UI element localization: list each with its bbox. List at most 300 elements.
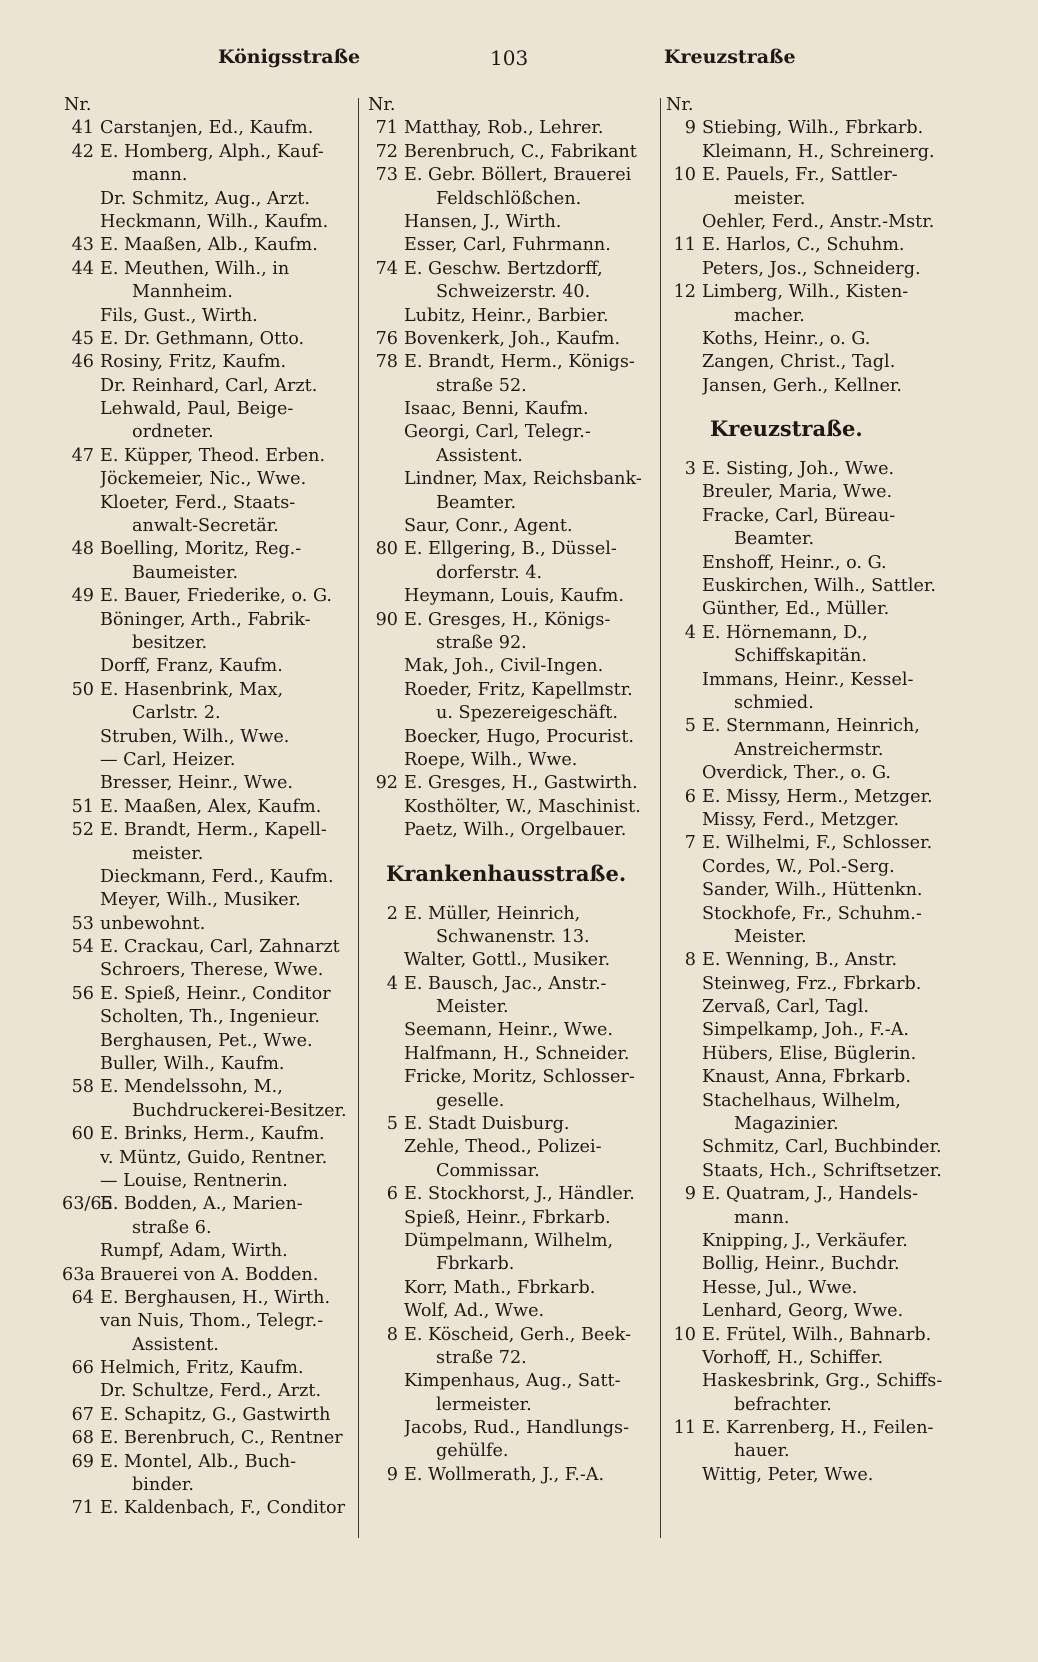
house-number: 64 bbox=[71, 1287, 94, 1308]
directory-entry-line bbox=[664, 1207, 964, 1230]
directory-entry-line bbox=[62, 796, 354, 819]
entry-text: Meister. bbox=[436, 997, 509, 1018]
entry-text: E. Ellgering, B., Düssel- bbox=[404, 539, 617, 560]
directory-entry-line bbox=[664, 669, 964, 692]
directory-entry-line bbox=[62, 117, 354, 140]
entry-text: Boecker, Hugo, Procurist. bbox=[404, 726, 634, 747]
house-number bbox=[664, 1370, 702, 1393]
entry-text: Scholten, Th., Ingenieur. bbox=[100, 1007, 321, 1028]
entry-text: E. Schapitz, G., Gastwirth bbox=[100, 1404, 331, 1425]
directory-entry-line bbox=[62, 1147, 354, 1170]
entry-text: Wolf, Ad., Wwe. bbox=[404, 1301, 545, 1322]
house-number bbox=[62, 305, 100, 328]
house-number bbox=[366, 655, 404, 678]
entry-text: E. Wilhelmi, F., Schlosser. bbox=[702, 833, 933, 854]
house-number: 51 bbox=[71, 796, 94, 817]
house-number bbox=[664, 809, 702, 832]
directory-entry-line bbox=[62, 328, 354, 351]
entry-text: Schwanenstr. 13. bbox=[436, 926, 590, 947]
directory-entry-line bbox=[664, 1160, 964, 1183]
directory-entry-line bbox=[366, 749, 658, 772]
house-number: 48 bbox=[71, 539, 94, 560]
house-number bbox=[664, 1347, 702, 1370]
entry-text: Bollig, Heinr., Buchdr. bbox=[702, 1254, 900, 1275]
house-number bbox=[62, 562, 100, 585]
house-number bbox=[62, 632, 100, 655]
house-number bbox=[366, 585, 404, 608]
entry-text: Koths, Heinr., o. G. bbox=[702, 328, 871, 349]
house-number bbox=[664, 1300, 702, 1323]
directory-entry-line bbox=[664, 305, 964, 328]
house-number bbox=[366, 796, 404, 819]
directory-entry-line bbox=[366, 1113, 658, 1136]
house-number bbox=[366, 1253, 404, 1276]
house-number bbox=[366, 492, 404, 515]
directory-entry-line bbox=[366, 1440, 658, 1463]
directory-entry-line bbox=[62, 258, 354, 281]
directory-entry-line bbox=[664, 234, 964, 257]
house-number bbox=[366, 445, 404, 468]
house-number bbox=[62, 468, 100, 491]
entry-text: straße 6. bbox=[132, 1217, 212, 1238]
entry-text: unbewohnt. bbox=[100, 913, 206, 934]
house-number: 11 bbox=[673, 235, 696, 256]
entry-text: E. Crackau, Carl, Zahnarzt bbox=[100, 937, 340, 958]
directory-entry-line bbox=[62, 421, 354, 444]
entry-text: befrachter. bbox=[734, 1394, 832, 1415]
directory-entry-line bbox=[664, 281, 964, 304]
entry-text: E. Gebr. Böllert, Brauerei bbox=[404, 165, 632, 186]
directory-entry-line bbox=[366, 117, 658, 140]
entry-text: E. Spieß, Heinr., Conditor bbox=[100, 983, 331, 1004]
house-number bbox=[664, 692, 702, 715]
section-title-kreuzstrasse: Kreuzstraße. bbox=[710, 416, 863, 442]
directory-entry-line bbox=[62, 632, 354, 655]
house-number bbox=[62, 1100, 100, 1123]
entry-text: E. Brandt, Herm., Königs- bbox=[404, 352, 635, 373]
entry-text: Kosthölter, W., Maschinist. bbox=[404, 796, 641, 817]
directory-entry-line bbox=[366, 1160, 658, 1183]
entry-text: Heymann, Louis, Kaufm. bbox=[404, 586, 624, 607]
entry-text: Overdick, Ther., o. G. bbox=[702, 763, 891, 784]
house-number bbox=[664, 996, 702, 1019]
entry-text: besitzer. bbox=[132, 632, 208, 653]
house-number bbox=[62, 375, 100, 398]
house-number: 78 bbox=[375, 352, 398, 373]
entry-text: Carlstr. 2. bbox=[132, 703, 221, 724]
entry-text: Dümpelmann, Wilhelm, bbox=[404, 1230, 614, 1251]
house-number bbox=[62, 772, 100, 795]
entry-text: E. Berenbruch, C., Rentner bbox=[100, 1428, 343, 1449]
entry-text: E. Müller, Heinrich, bbox=[404, 903, 581, 924]
house-number bbox=[664, 351, 702, 374]
entry-text: Helmich, Fritz, Kaufm. bbox=[100, 1358, 304, 1379]
house-number: 44 bbox=[71, 258, 94, 279]
entry-text: E. Brandt, Herm., Kapell- bbox=[100, 820, 327, 841]
directory-entry-line bbox=[366, 468, 658, 491]
directory-entry-line bbox=[664, 528, 964, 551]
entry-text: Dr. Schultze, Ferd., Arzt. bbox=[100, 1381, 322, 1402]
directory-entry-line bbox=[664, 1324, 964, 1347]
house-number: 3 bbox=[684, 459, 696, 480]
directory-entry-line bbox=[62, 679, 354, 702]
entry-text: E. Gresges, H., Gastwirth. bbox=[404, 773, 638, 794]
column-middle bbox=[366, 94, 658, 1487]
directory-entry-line bbox=[664, 1394, 964, 1417]
house-number: 45 bbox=[71, 328, 94, 349]
entry-text: Fils, Gust., Wirth. bbox=[100, 305, 258, 326]
directory-entry-line bbox=[62, 1030, 354, 1053]
house-number: 69 bbox=[71, 1451, 94, 1472]
house-number bbox=[664, 1253, 702, 1276]
entry-text: Walter, Gottl., Musiker. bbox=[404, 950, 611, 971]
directory-entry-line bbox=[664, 739, 964, 762]
house-number bbox=[664, 211, 702, 234]
house-number: 60 bbox=[71, 1124, 94, 1145]
entry-text: lermeister. bbox=[436, 1394, 532, 1415]
entry-text: E. Meuthen, Wilh., in bbox=[100, 258, 290, 279]
entry-text: E. Köscheid, Gerh., Beek- bbox=[404, 1324, 632, 1345]
house-number bbox=[62, 1147, 100, 1170]
directory-entry-line bbox=[366, 164, 658, 187]
entry-text: Fracke, Carl, Büreau- bbox=[702, 505, 896, 526]
directory-entry-line bbox=[664, 164, 964, 187]
house-number: 5 bbox=[386, 1114, 398, 1135]
directory-entry-line bbox=[62, 211, 354, 234]
house-number bbox=[664, 645, 702, 668]
house-number: 12 bbox=[673, 282, 696, 303]
house-number: 54 bbox=[71, 937, 94, 958]
entry-text: Enshoff, Heinr., o. G. bbox=[702, 552, 887, 573]
directory-entry-line bbox=[366, 1066, 658, 1089]
house-number bbox=[62, 1380, 100, 1403]
directory-entry-line bbox=[62, 1217, 354, 1240]
house-number bbox=[366, 1043, 404, 1066]
directory-entry-line bbox=[664, 328, 964, 351]
house-number: 6 bbox=[386, 1184, 398, 1205]
directory-entry-line bbox=[62, 1310, 354, 1333]
entry-text: E. Geschw. Bertzdorff, bbox=[404, 258, 603, 279]
house-number bbox=[366, 1207, 404, 1230]
entry-text: Zehle, Theod., Polizei- bbox=[404, 1137, 602, 1158]
entry-text: E. Wenning, B., Anstr. bbox=[702, 950, 898, 971]
directory-entry-line bbox=[62, 1334, 354, 1357]
directory-entry-line bbox=[366, 492, 658, 515]
directory-entry-line bbox=[664, 1019, 964, 1042]
directory-entry-line bbox=[366, 1464, 658, 1487]
entry-text: Beamter. bbox=[734, 529, 815, 550]
house-number: 73 bbox=[375, 165, 398, 186]
entry-text: Meister. bbox=[734, 926, 807, 947]
entry-text: Roeder, Fritz, Kapellmstr. bbox=[404, 679, 633, 700]
entry-text: E. Berghausen, H., Wirth. bbox=[100, 1287, 331, 1308]
house-number: 9 bbox=[684, 1184, 696, 1205]
directory-entry-line bbox=[62, 749, 354, 772]
directory-entry-line bbox=[62, 515, 354, 538]
directory-entry-line bbox=[62, 1497, 354, 1520]
house-number: 9 bbox=[386, 1464, 398, 1485]
house-number bbox=[366, 305, 404, 328]
house-number bbox=[62, 726, 100, 749]
entry-text: E. Maaßen, Alb., Kaufm. bbox=[100, 235, 318, 256]
directory-entry-line bbox=[62, 585, 354, 608]
entry-text: Staats, Hch., Schriftsetzer. bbox=[702, 1160, 942, 1181]
house-number bbox=[664, 258, 702, 281]
section-title-krankenhausstrasse: Krankenhausstraße. bbox=[386, 860, 627, 886]
directory-entry-line bbox=[664, 879, 964, 902]
house-number bbox=[62, 889, 100, 912]
entry-text: Vorhoff, H., Schiffer. bbox=[702, 1347, 884, 1368]
house-number: 52 bbox=[71, 820, 94, 841]
entry-text: E. Sisting, Joh., Wwe. bbox=[702, 459, 895, 480]
directory-entry-line bbox=[664, 505, 964, 528]
entry-text: Mak, Joh., Civil-Ingen. bbox=[404, 656, 604, 677]
entry-text: Kimpenhaus, Aug., Satt- bbox=[404, 1371, 621, 1392]
entry-text: van Nuis, Thom., Telegr.- bbox=[100, 1311, 324, 1332]
house-number bbox=[664, 973, 702, 996]
directory-entry-line bbox=[366, 1394, 658, 1417]
directory-entry-line bbox=[366, 1324, 658, 1347]
directory-entry-line bbox=[664, 552, 964, 575]
house-number: 10 bbox=[673, 1324, 696, 1345]
directory-entry-line bbox=[366, 973, 658, 996]
directory-entry-line bbox=[664, 1113, 964, 1136]
entry-text: E. Kaldenbach, F., Conditor bbox=[100, 1498, 346, 1519]
directory-entry-line bbox=[664, 1253, 964, 1276]
entry-text: E. Karrenberg, H., Feilen- bbox=[702, 1418, 934, 1439]
directory-entry-line bbox=[664, 598, 964, 621]
column-header bbox=[62, 94, 354, 117]
house-number bbox=[62, 866, 100, 889]
directory-entry-line bbox=[366, 421, 658, 444]
directory-entry-line bbox=[62, 1357, 354, 1380]
directory-entry-line bbox=[366, 726, 658, 749]
house-number bbox=[664, 598, 702, 621]
directory-entry-line bbox=[366, 949, 658, 972]
entry-text: Paetz, Wilh., Orgelbauer. bbox=[404, 820, 627, 841]
entry-text: Hansen, J., Wirth. bbox=[404, 211, 562, 232]
directory-entry-line bbox=[366, 926, 658, 949]
entry-text: Struben, Wilh., Wwe. bbox=[100, 726, 290, 747]
directory-entry-line bbox=[664, 1347, 964, 1370]
house-number bbox=[62, 492, 100, 515]
entry-text: Simpelkamp, Joh., F.-A. bbox=[702, 1020, 910, 1041]
house-number: 63a bbox=[62, 1264, 95, 1285]
house-number bbox=[62, 702, 100, 725]
running-head-right: Kreuzstraße bbox=[664, 46, 796, 68]
entry-text: schmied. bbox=[734, 692, 814, 713]
house-number bbox=[366, 515, 404, 538]
directory-entry-line bbox=[62, 1123, 354, 1146]
entry-text: Schiffskapitän. bbox=[734, 646, 867, 667]
directory-entry-line bbox=[62, 936, 354, 959]
house-number bbox=[366, 421, 404, 444]
directory-entry-line bbox=[366, 538, 658, 561]
entry-text: Knaust, Anna, Fbrkarb. bbox=[702, 1067, 911, 1088]
directory-entry-line bbox=[366, 445, 658, 468]
entry-text: ordneter. bbox=[132, 422, 214, 443]
entry-text: Stiebing, Wilh., Fbrkarb. bbox=[702, 118, 924, 139]
directory-entry-line bbox=[62, 141, 354, 164]
house-number bbox=[62, 1030, 100, 1053]
house-number bbox=[62, 1310, 100, 1333]
directory-entry-line bbox=[366, 1230, 658, 1253]
entry-text: straße 92. bbox=[436, 632, 527, 653]
directory-entry-line bbox=[664, 926, 964, 949]
house-number: 42 bbox=[71, 141, 94, 162]
directory-entry-line bbox=[62, 375, 354, 398]
entry-text: E. Frütel, Wilh., Bahnarb. bbox=[702, 1324, 932, 1345]
directory-entry-line bbox=[664, 1043, 964, 1066]
entry-text: Brauerei von A. Bodden. bbox=[100, 1264, 319, 1285]
entry-text: E. Sternmann, Heinrich, bbox=[702, 716, 920, 737]
entry-text: v. Müntz, Guido, Rentner. bbox=[100, 1147, 328, 1168]
house-number bbox=[62, 515, 100, 538]
entry-text: gehülfe. bbox=[436, 1441, 509, 1462]
entry-text: Missy, Ferd., Metzger. bbox=[702, 809, 900, 830]
entry-text: Böninger, Arth., Fabrik- bbox=[100, 609, 311, 630]
directory-entry-line bbox=[664, 1090, 964, 1113]
directory-entry-line bbox=[664, 117, 964, 140]
directory-entry-line bbox=[62, 468, 354, 491]
house-number bbox=[366, 234, 404, 257]
house-number: 4 bbox=[684, 622, 696, 643]
entry-text: straße 52. bbox=[436, 375, 527, 396]
directory-entry-line bbox=[366, 1347, 658, 1370]
directory-entry-line bbox=[62, 351, 354, 374]
house-number bbox=[366, 1394, 404, 1417]
entry-text: Jöckemeier, Nic., Wwe. bbox=[100, 469, 307, 490]
directory-entry-line bbox=[62, 1264, 354, 1287]
entry-text: Rumpf, Adam, Wirth. bbox=[100, 1241, 288, 1262]
directory-entry-line bbox=[366, 903, 658, 926]
entry-text: Isaac, Benni, Kaufm. bbox=[404, 399, 589, 420]
entry-text: Seemann, Heinr., Wwe. bbox=[404, 1020, 614, 1041]
house-number bbox=[664, 669, 702, 692]
house-number bbox=[366, 1160, 404, 1183]
directory-entry-line bbox=[366, 1043, 658, 1066]
entry-text: Immans, Heinr., Kessel- bbox=[702, 669, 914, 690]
entry-text: Korr, Math., Fbrkarb. bbox=[404, 1277, 596, 1298]
directory-entry-line bbox=[62, 889, 354, 912]
house-number bbox=[366, 468, 404, 491]
house-number bbox=[366, 398, 404, 421]
house-number bbox=[664, 762, 702, 785]
directory-entry-line bbox=[664, 996, 964, 1019]
house-number bbox=[366, 949, 404, 972]
entry-text: geselle. bbox=[436, 1090, 505, 1111]
house-number bbox=[366, 632, 404, 655]
entry-text: E. Bauer, Friederike, o. G. bbox=[100, 586, 332, 607]
house-number bbox=[366, 749, 404, 772]
entry-text: Fbrkarb. bbox=[436, 1254, 515, 1275]
directory-entry-line bbox=[62, 702, 354, 725]
directory-entry-line bbox=[366, 1090, 658, 1113]
entry-text: Cordes, W., Pol.-Serg. bbox=[702, 856, 895, 877]
column-divider bbox=[358, 98, 359, 1538]
house-number bbox=[664, 505, 702, 528]
house-number bbox=[664, 1066, 702, 1089]
house-number bbox=[664, 1207, 702, 1230]
house-number: 63/65 bbox=[62, 1194, 113, 1215]
entry-text: E. Hasenbrink, Max, bbox=[100, 679, 284, 700]
directory-entry-line bbox=[366, 996, 658, 1019]
directory-entry-line bbox=[664, 692, 964, 715]
entry-text: mann. bbox=[734, 1207, 790, 1228]
page-number: 103 bbox=[490, 46, 529, 70]
house-number bbox=[366, 1277, 404, 1300]
entry-text: E. Küpper, Theod. Erben. bbox=[100, 445, 326, 466]
entry-text: macher. bbox=[734, 305, 805, 326]
house-number bbox=[366, 562, 404, 585]
entry-text: E. Mendelssohn, M., bbox=[100, 1077, 283, 1098]
house-number bbox=[366, 1019, 404, 1042]
directory-entry-line bbox=[366, 1019, 658, 1042]
entry-text: E. Homberg, Alph., Kauf- bbox=[100, 141, 324, 162]
house-number bbox=[62, 1334, 100, 1357]
directory-entry-line bbox=[62, 1380, 354, 1403]
house-number bbox=[664, 1277, 702, 1300]
house-number: 68 bbox=[71, 1428, 94, 1449]
directory-entry-line bbox=[664, 949, 964, 972]
house-number: 71 bbox=[375, 118, 398, 139]
house-number bbox=[664, 1043, 702, 1066]
entry-text: mann. bbox=[132, 165, 188, 186]
house-number: 43 bbox=[71, 235, 94, 256]
entry-text: Commissar. bbox=[436, 1160, 540, 1181]
entry-text: Berghausen, Pet., Wwe. bbox=[100, 1030, 313, 1051]
house-number: 53 bbox=[71, 913, 94, 934]
entry-text: Lehwald, Paul, Beige- bbox=[100, 399, 294, 420]
directory-entry-line bbox=[366, 305, 658, 328]
entry-text: dorferstr. 4. bbox=[436, 562, 543, 583]
entry-text: E. Bausch, Jac., Anstr.- bbox=[404, 973, 607, 994]
entry-text: Schroers, Therese, Wwe. bbox=[100, 960, 324, 981]
house-number bbox=[366, 281, 404, 304]
entry-text: — Carl, Heizer. bbox=[100, 749, 236, 770]
entry-text: Fricke, Moritz, Schlosser- bbox=[404, 1067, 635, 1088]
directory-entry-line bbox=[664, 211, 964, 234]
directory-entry-line bbox=[62, 913, 354, 936]
entry-text: Kloeter, Ferd., Staats- bbox=[100, 492, 296, 513]
entry-text: E. Hörnemann, D., bbox=[702, 622, 868, 643]
directory-entry-line bbox=[62, 538, 354, 561]
entry-text: Esser, Carl, Fuhrmann. bbox=[404, 235, 611, 256]
entry-text: Buchdruckerei-Besitzer. bbox=[132, 1100, 347, 1121]
entry-text: Dorff, Franz, Kaufm. bbox=[100, 656, 283, 677]
house-number bbox=[366, 1066, 404, 1089]
directory-entry-line bbox=[62, 609, 354, 632]
directory-entry-line bbox=[664, 141, 964, 164]
entry-text: E. Harlos, C., Schuhm. bbox=[702, 235, 905, 256]
house-number bbox=[62, 1240, 100, 1263]
house-number: 66 bbox=[71, 1358, 94, 1379]
directory-entry-line bbox=[366, 398, 658, 421]
house-number bbox=[366, 1417, 404, 1440]
directory-entry-line bbox=[62, 983, 354, 1006]
house-number: 56 bbox=[71, 983, 94, 1004]
directory-entry-line bbox=[664, 1300, 964, 1323]
directory-entry-line bbox=[366, 679, 658, 702]
entry-text: Schmitz, Carl, Buchbinder. bbox=[702, 1137, 942, 1158]
entry-text: Hesse, Jul., Wwe. bbox=[702, 1277, 858, 1298]
entry-text: Peters, Jos., Schneiderg. bbox=[702, 258, 921, 279]
directory-entry-line bbox=[366, 141, 658, 164]
entry-text: Dr. Reinhard, Carl, Arzt. bbox=[100, 375, 318, 396]
house-number: 72 bbox=[375, 141, 398, 162]
entry-text: Jansen, Gerh., Kellner. bbox=[702, 375, 902, 396]
entry-text: Lenhard, Georg, Wwe. bbox=[702, 1301, 904, 1322]
